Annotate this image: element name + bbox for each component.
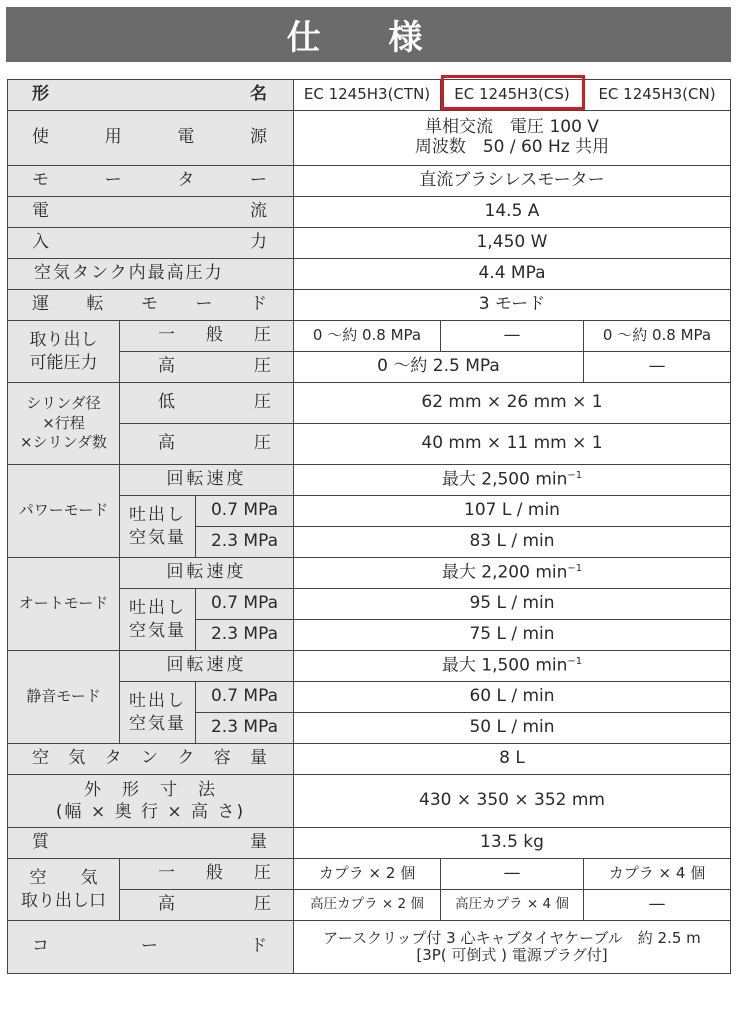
power-rpm-text: 最大 2,500 min (441, 469, 568, 490)
general-pressure-label: 一 般 圧 (120, 321, 294, 352)
model-label: 形 名 (8, 80, 294, 111)
page-title: 仕 様 (6, 7, 731, 62)
spec-table (7, 79, 731, 974)
power-source-value (294, 111, 731, 166)
table-row (8, 259, 731, 290)
cyl-high-value: 40 mm × 11 mm × 1 (294, 424, 731, 465)
outlet-general-ctn: カプラ × 2 個 (294, 859, 441, 890)
cord-line1: アースクリップ付 3 心キャブタイヤケーブル 約 2.5 m (323, 928, 701, 947)
auto-p2-label: 2.3 MPa (196, 620, 294, 651)
outlet-high-ctn: 高圧カプラ × 2 個 (294, 890, 441, 921)
auto-p1-label: 0.7 MPa (196, 589, 294, 620)
outlet-general-cs: — (441, 859, 584, 890)
quiet-rpm-sup: −1 (567, 655, 583, 667)
cord-value (294, 921, 731, 974)
air-outlet-label-1: 空 気 (29, 868, 98, 889)
power-v1-value: 107 L / min (294, 496, 731, 527)
tank-pressure-label: 空気タンク内最高圧力 (8, 259, 294, 290)
outlet-general-cn: カプラ × 4 個 (584, 859, 731, 890)
power-p1-label: 0.7 MPa (196, 496, 294, 527)
quiet-rpm-text: 最大 1,500 min (441, 655, 568, 676)
mass-value: 13.5 kg (294, 828, 731, 859)
high-pressure-cn: — (584, 352, 731, 383)
table-row (8, 111, 731, 166)
model-cn: EC 1245H3(CN) (584, 80, 731, 111)
table-row (8, 197, 731, 228)
current-value: 14.5 A (294, 197, 731, 228)
auto-rpm-label: 回転速度 (120, 558, 294, 589)
output-pressure-label-2: 可能圧力 (29, 352, 98, 373)
auto-air-label-2: 空気量 (129, 620, 186, 641)
dimensions-label-2: (幅 × 奥 行 × 高 さ) (55, 802, 246, 822)
input-label: 入 力 (8, 228, 294, 259)
mode-value: 3 モード (294, 290, 731, 321)
cyl-low-value: 62 mm × 26 mm × 1 (294, 383, 731, 424)
motor-value: 直流ブラシレスモーター (294, 166, 731, 197)
table-row (8, 775, 731, 828)
tank-capacity-value: 8 L (294, 744, 731, 775)
mass-label: 質 量 (8, 828, 294, 859)
model-ctn: EC 1245H3(CTN) (294, 80, 441, 111)
power-rpm-label: 回転速度 (120, 465, 294, 496)
auto-rpm-sup: −1 (567, 562, 583, 574)
power-rpm-sup: −1 (567, 469, 583, 481)
table-row (8, 558, 731, 589)
general-pressure-cn: 0 ～約 0.8 MPa (584, 321, 731, 352)
quiet-p1-label: 0.7 MPa (196, 682, 294, 713)
table-row (8, 859, 731, 890)
model-cs: EC 1245H3(CS) (441, 80, 584, 111)
auto-rpm-value (294, 558, 731, 589)
output-pressure-label (8, 321, 120, 383)
tank-pressure-value: 4.4 MPa (294, 259, 731, 290)
cord-line2: [3P( 可倒式 ) 電源プラグ付] (416, 946, 608, 964)
general-pressure-cs: — (441, 321, 584, 352)
power-source-line1: 単相交流 電圧 100 V (425, 117, 599, 138)
mode-label: 運 転 モ ー ド (8, 290, 294, 321)
quiet-air-label (120, 682, 196, 744)
quiet-rpm-value (294, 651, 731, 682)
auto-v1-value: 95 L / min (294, 589, 731, 620)
outlet-general-label: 一 般 圧 (120, 859, 294, 890)
cylinder-label (8, 383, 120, 465)
quiet-v2-value: 50 L / min (294, 713, 731, 744)
table-row (8, 321, 731, 352)
power-source-line2: 周波数 50 / 60 Hz 共用 (414, 137, 610, 157)
power-rpm-value (294, 465, 731, 496)
cyl-high-label: 高 圧 (120, 424, 294, 465)
table-row (8, 465, 731, 496)
table-row (8, 166, 731, 197)
outlet-high-label: 高 圧 (120, 890, 294, 921)
cylinder-label-2: ×行程 (42, 413, 85, 432)
power-v2-value: 83 L / min (294, 527, 731, 558)
power-air-label-2: 空気量 (129, 527, 186, 548)
current-label: 電 流 (8, 197, 294, 228)
air-outlet-label-2: 取り出し口 (21, 890, 106, 911)
cylinder-label-1: シリンダ径 (26, 394, 101, 413)
table-row (8, 828, 731, 859)
table-row (8, 921, 731, 974)
cyl-low-label: 低 圧 (120, 383, 294, 424)
quiet-v1-value: 60 L / min (294, 682, 731, 713)
dimensions-label (8, 775, 294, 828)
power-air-label-1: 吐出し (129, 505, 186, 526)
auto-v2-value: 75 L / min (294, 620, 731, 651)
table-row (8, 290, 731, 321)
quiet-rpm-label: 回転速度 (120, 651, 294, 682)
cylinder-label-3: ×シリンダ数 (20, 433, 107, 452)
power-p2-label: 2.3 MPa (196, 527, 294, 558)
output-pressure-label-1: 取り出し (29, 330, 98, 351)
auto-air-label (120, 589, 196, 651)
dimensions-value: 430 × 350 × 352 mm (294, 775, 731, 828)
air-outlet-label (8, 859, 120, 921)
motor-label: モ ー タ ー (8, 166, 294, 197)
tank-capacity-label: 空 気 タ ン ク 容 量 (8, 744, 294, 775)
quiet-air-label-2: 空気量 (129, 713, 186, 734)
cord-label: コ ー ド (8, 921, 294, 974)
quiet-p2-label: 2.3 MPa (196, 713, 294, 744)
high-pressure-label: 高 圧 (120, 352, 294, 383)
table-row (8, 80, 731, 111)
power-air-label (120, 496, 196, 558)
table-row (8, 228, 731, 259)
high-pressure-ctn-cs: 0 ～約 2.5 MPa (294, 352, 584, 383)
input-value: 1,450 W (294, 228, 731, 259)
table-row (8, 651, 731, 682)
quiet-air-label-1: 吐出し (129, 691, 186, 712)
dimensions-label-1: 外 形 寸 法 (84, 779, 217, 800)
auto-air-label-1: 吐出し (129, 598, 186, 619)
quiet-mode-label: 静音モード (8, 651, 120, 744)
general-pressure-ctn: 0 ～約 0.8 MPa (294, 321, 441, 352)
table-row (8, 744, 731, 775)
power-source-label: 使 用 電 源 (8, 111, 294, 166)
table-row (8, 383, 731, 424)
outlet-high-cs: 高圧カプラ × 4 個 (441, 890, 584, 921)
power-mode-label: パワーモード (8, 465, 120, 558)
outlet-high-cn: — (584, 890, 731, 921)
auto-mode-label: オートモード (8, 558, 120, 651)
auto-rpm-text: 最大 2,200 min (441, 562, 568, 583)
